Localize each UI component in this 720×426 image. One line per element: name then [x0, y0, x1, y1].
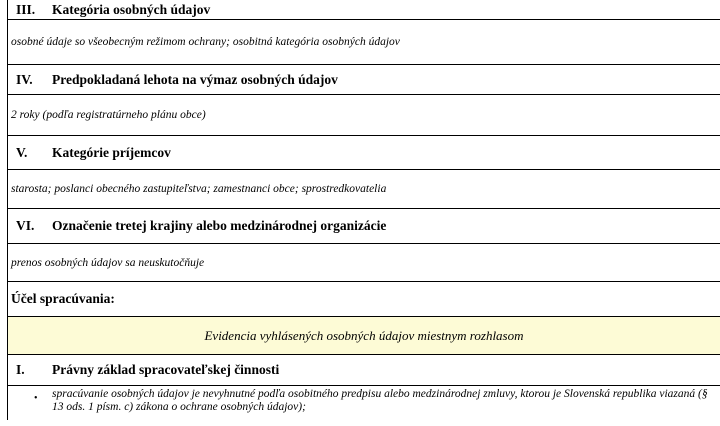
section-heading-v [8, 136, 720, 170]
section-value-text: starosta; poslanci obecného zastupiteľstva; zamestnanci obce; sprostredkovatelia [11, 183, 387, 195]
section-title: Označenie tretej krajiny alebo medzinárodnej organizácie [52, 218, 387, 233]
list-item: spracúvanie osobných údajov je nevyhnutné podľa osobitného predpisu alebo medzinárodnej zmluvy, ktorou je Slovenská republika viazaná (§ 13 ods. 1 písm. c) zákona o ochrane osobných údajov); [52, 388, 708, 413]
purpose-label-row [8, 282, 720, 317]
section-number: III. [16, 1, 36, 17]
section-value-text: osobné údaje so všeobecným režimom ochrany; osobitná kategória osobných údajov [11, 36, 400, 48]
legal-basis-heading [8, 355, 720, 386]
section-heading-iii [8, 0, 720, 20]
section-heading-vi [8, 209, 720, 244]
document-table [7, 0, 720, 420]
section-value-iii [8, 20, 720, 65]
purpose-value-row [8, 317, 720, 355]
section-number: VI. [16, 218, 35, 233]
section-value-iv [8, 95, 720, 136]
purpose-label: Účel spracúvania: [11, 291, 115, 306]
section-number: IV. [16, 71, 33, 87]
purpose-value: Evidencia vyhlásených osobných údajov miestnym rozhlasom [204, 327, 524, 343]
section-title: Kategórie príjemcov [52, 144, 171, 160]
legal-basis-list [8, 386, 720, 426]
section-heading-iv [8, 65, 720, 95]
section-title: Kategória osobných údajov [52, 1, 211, 17]
bullet-icon: • [34, 393, 38, 404]
section-value-text: prenos osobných údajov sa neuskutočňuje [11, 256, 205, 269]
section-title: Právny základ spracovateľskej činnosti [52, 362, 280, 377]
section-number: I. [16, 362, 25, 377]
section-number: V. [16, 144, 28, 160]
section-value-vi [8, 244, 720, 282]
section-title: Predpokladaná lehota na výmaz osobných údajov [52, 71, 338, 87]
section-value-v [8, 170, 720, 209]
section-value-text: 2 roky (podľa registratúrneho plánu obce) [11, 109, 206, 121]
